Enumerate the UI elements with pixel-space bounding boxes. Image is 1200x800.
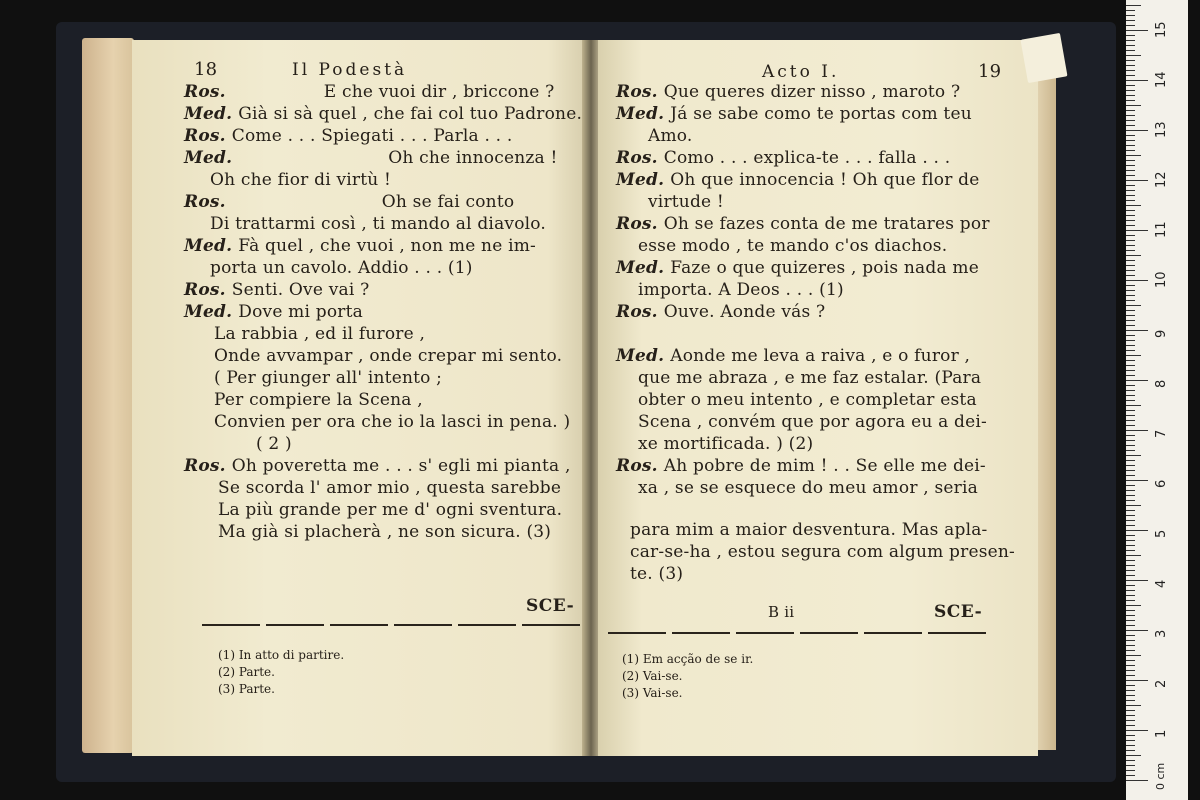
ruler-tick bbox=[1126, 745, 1135, 746]
ruler-tick bbox=[1126, 230, 1148, 231]
ruler-tick bbox=[1126, 170, 1135, 171]
ruler-tick bbox=[1126, 450, 1135, 451]
ruler-tick bbox=[1126, 65, 1135, 66]
ruler-tick bbox=[1126, 320, 1135, 321]
ruler-tick bbox=[1126, 765, 1135, 766]
speaker-label: Ros. bbox=[184, 280, 226, 300]
ruler-tick bbox=[1126, 415, 1135, 416]
ruler-tick bbox=[1126, 530, 1148, 531]
line-text: Como . . . explica-te . . . falla . . . bbox=[663, 148, 951, 168]
ruler-number: 4 bbox=[1154, 579, 1169, 588]
ruler-number: 14 bbox=[1154, 71, 1169, 88]
ruler-number: 11 bbox=[1154, 221, 1169, 238]
book-edge-left bbox=[82, 38, 134, 753]
line-text: Convien per ora che io la lasci in pena. ) bbox=[214, 412, 571, 432]
ruler-number: 8 bbox=[1154, 379, 1169, 388]
ruler-tick bbox=[1126, 110, 1135, 111]
ruler-tick bbox=[1126, 160, 1135, 161]
ruler-tick bbox=[1126, 100, 1135, 101]
text-line bbox=[616, 456, 986, 476]
ruler-tick bbox=[1126, 30, 1148, 31]
line-text: Amo. bbox=[648, 126, 693, 146]
ruler-tick bbox=[1126, 370, 1135, 371]
line-text: E che vuoi dir , briccone ? bbox=[323, 82, 555, 102]
footnote-rule bbox=[202, 624, 584, 626]
right-page bbox=[598, 40, 1038, 756]
ruler-tick bbox=[1126, 45, 1135, 46]
ruler-tick bbox=[1126, 105, 1141, 106]
text-line bbox=[638, 280, 844, 300]
text-line bbox=[616, 170, 980, 190]
ruler-tick bbox=[1126, 575, 1135, 576]
ruler-tick bbox=[1126, 425, 1135, 426]
ruler-tick bbox=[1126, 675, 1135, 676]
ruler-tick bbox=[1126, 305, 1141, 306]
ruler-tick bbox=[1126, 125, 1135, 126]
speaker-label: Med. bbox=[184, 148, 233, 168]
ruler-tick bbox=[1126, 355, 1141, 356]
line-text: xa , se se esquece do meu amor , seria bbox=[638, 478, 978, 498]
ruler-tick bbox=[1126, 645, 1135, 646]
line-text: Per compiere la Scena , bbox=[214, 390, 423, 410]
text-line bbox=[638, 412, 987, 432]
left-page bbox=[132, 40, 584, 756]
line-text: Scena , convém que por agora eu a dei- bbox=[638, 412, 987, 432]
ruler-tick bbox=[1126, 520, 1135, 521]
ruler-tick bbox=[1126, 290, 1135, 291]
ruler-tick bbox=[1126, 500, 1135, 501]
ruler-unit: 0 cm bbox=[1154, 762, 1167, 790]
ruler-tick bbox=[1126, 135, 1135, 136]
ruler-tick bbox=[1126, 775, 1135, 776]
line-text: Di trattarmi così , ti mando al diavolo. bbox=[210, 214, 547, 234]
ruler-tick bbox=[1126, 245, 1135, 246]
ruler-tick bbox=[1126, 350, 1135, 351]
text-line bbox=[648, 126, 693, 146]
speaker-label: Ros. bbox=[184, 126, 226, 146]
catchword: SCE- bbox=[934, 602, 983, 622]
text-line bbox=[616, 82, 960, 102]
ruler-tick bbox=[1126, 740, 1135, 741]
ruler-tick bbox=[1126, 410, 1135, 411]
text-line bbox=[214, 368, 442, 388]
ruler-tick bbox=[1126, 95, 1135, 96]
ruler-tick bbox=[1126, 725, 1135, 726]
ruler-tick bbox=[1126, 710, 1135, 711]
ruler-tick bbox=[1126, 700, 1135, 701]
line-text: Dove mi porta bbox=[238, 302, 363, 322]
ruler-tick bbox=[1126, 365, 1135, 366]
text-line bbox=[616, 214, 990, 234]
ruler-tick bbox=[1126, 535, 1135, 536]
ruler-tick bbox=[1126, 385, 1135, 386]
ruler-tick bbox=[1126, 15, 1135, 16]
text-line bbox=[256, 434, 292, 454]
line-text: ( Per giunger all' intento ; bbox=[214, 368, 443, 388]
ruler-tick bbox=[1126, 260, 1135, 261]
ruler-tick bbox=[1126, 375, 1135, 376]
ruler-number: 7 bbox=[1154, 429, 1169, 438]
ruler-tick bbox=[1126, 310, 1135, 311]
page-number: 19 bbox=[978, 61, 1002, 82]
ruler-number: 15 bbox=[1154, 21, 1169, 38]
ruler-tick bbox=[1126, 595, 1135, 596]
ruler-tick bbox=[1126, 690, 1135, 691]
line-text: La rabbia , ed il furore , bbox=[214, 324, 426, 344]
ruler-tick bbox=[1126, 580, 1148, 581]
text-line bbox=[184, 192, 514, 212]
line-text: esse modo , te mando c'os diachos. bbox=[638, 236, 948, 256]
ruler-tick bbox=[1126, 275, 1135, 276]
line-text: Oh se fai conto bbox=[381, 192, 515, 212]
text-line bbox=[184, 104, 582, 124]
speaker-label: Med. bbox=[616, 104, 665, 124]
ruler-tick bbox=[1126, 680, 1148, 681]
line-text: virtude ! bbox=[648, 192, 724, 212]
text-line bbox=[616, 302, 825, 322]
ruler-tick bbox=[1126, 465, 1135, 466]
ruler-tick bbox=[1126, 515, 1135, 516]
text-line bbox=[616, 346, 970, 366]
line-text: Já se sabe como te portas com teu bbox=[670, 104, 972, 124]
ruler-tick bbox=[1126, 610, 1135, 611]
ruler-tick bbox=[1126, 190, 1135, 191]
ruler-tick bbox=[1126, 780, 1148, 781]
ruler-tick bbox=[1126, 620, 1135, 621]
ruler-tick bbox=[1126, 20, 1135, 21]
ruler-number: 6 bbox=[1154, 479, 1169, 488]
text-line bbox=[638, 390, 977, 410]
line-text: Oh che innocenza ! bbox=[388, 148, 558, 168]
ruler-tick bbox=[1126, 565, 1135, 566]
ruler-number: 3 bbox=[1154, 629, 1169, 638]
ruler-tick bbox=[1126, 485, 1135, 486]
ruler-tick bbox=[1126, 315, 1135, 316]
ruler-tick bbox=[1126, 235, 1135, 236]
corner-tab bbox=[1020, 33, 1067, 83]
line-text: Ouve. Aonde vás ? bbox=[663, 302, 826, 322]
ruler-tick bbox=[1126, 480, 1148, 481]
ruler-tick bbox=[1126, 240, 1135, 241]
ruler-tick bbox=[1126, 505, 1141, 506]
ruler-tick bbox=[1126, 195, 1135, 196]
ruler-tick bbox=[1126, 420, 1135, 421]
ruler-tick bbox=[1126, 585, 1135, 586]
ruler-tick bbox=[1126, 360, 1135, 361]
ruler-tick bbox=[1126, 650, 1135, 651]
ruler-tick bbox=[1126, 325, 1135, 326]
ruler-tick bbox=[1126, 445, 1135, 446]
ruler-tick bbox=[1126, 50, 1135, 51]
ruler-tick bbox=[1126, 40, 1135, 41]
footnote: (1) Em acção de se ir. bbox=[622, 652, 754, 666]
ruler-tick bbox=[1126, 140, 1135, 141]
ruler-tick bbox=[1126, 460, 1135, 461]
footnote: (2) Parte. bbox=[218, 665, 275, 679]
ruler-tick bbox=[1126, 340, 1135, 341]
speaker-label: Ros. bbox=[616, 82, 658, 102]
text-line bbox=[210, 214, 546, 234]
text-line bbox=[616, 104, 972, 124]
line-text: Faze o que quizeres , pois nada me bbox=[670, 258, 979, 278]
text-line bbox=[184, 236, 536, 256]
ruler-tick bbox=[1126, 545, 1135, 546]
ruler-tick bbox=[1126, 400, 1135, 401]
running-head: Acto I. bbox=[762, 62, 840, 82]
ruler-tick bbox=[1126, 490, 1135, 491]
ruler-tick bbox=[1126, 210, 1135, 211]
line-text: Oh che fior di virtù ! bbox=[210, 170, 392, 190]
ruler-tick bbox=[1126, 475, 1135, 476]
ruler-tick bbox=[1126, 150, 1135, 151]
ruler-tick bbox=[1126, 635, 1135, 636]
ruler-tick bbox=[1126, 180, 1148, 181]
ruler-tick bbox=[1126, 730, 1148, 731]
text-line bbox=[210, 170, 391, 190]
ruler-tick bbox=[1126, 525, 1135, 526]
ruler-tick bbox=[1126, 455, 1141, 456]
ruler-tick bbox=[1126, 145, 1135, 146]
ruler-tick bbox=[1126, 85, 1135, 86]
ruler-tick bbox=[1126, 250, 1135, 251]
line-text: Oh se fazes conta de me tratares por bbox=[663, 214, 990, 234]
ruler-tick bbox=[1126, 295, 1135, 296]
ruler-tick bbox=[1126, 750, 1135, 751]
ruler-tick bbox=[1126, 90, 1135, 91]
speaker-label: Ros. bbox=[616, 302, 658, 322]
speaker-label: Med. bbox=[184, 302, 233, 322]
text-line bbox=[214, 390, 423, 410]
line-text: Se scorda l' amor mio , questa sarebbe bbox=[218, 478, 562, 498]
ruler-number: 1 bbox=[1154, 729, 1169, 738]
ruler-tick bbox=[1126, 185, 1135, 186]
ruler-tick bbox=[1126, 540, 1135, 541]
speaker-label: Ros. bbox=[184, 192, 226, 212]
ruler-tick bbox=[1126, 470, 1135, 471]
ruler-tick bbox=[1126, 155, 1141, 156]
ruler-tick bbox=[1126, 120, 1135, 121]
ruler-tick bbox=[1126, 405, 1141, 406]
ruler-tick bbox=[1126, 510, 1135, 511]
ruler-tick bbox=[1126, 25, 1135, 26]
ruler-tick bbox=[1126, 605, 1141, 606]
ruler-tick bbox=[1126, 255, 1141, 256]
ruler-tick bbox=[1126, 665, 1135, 666]
ruler-tick bbox=[1126, 670, 1135, 671]
page-number: 18 bbox=[194, 59, 218, 80]
ruler-tick bbox=[1126, 115, 1135, 116]
text-line bbox=[210, 258, 473, 278]
ruler-tick bbox=[1126, 265, 1135, 266]
speaker-label: Ros. bbox=[184, 456, 226, 476]
line-text: Ma già si placherà , ne son sicura. (3) bbox=[218, 522, 552, 542]
line-text: Oh que innocencia ! Oh que flor de bbox=[670, 170, 980, 190]
line-text: Già si sà quel , che fai col tuo Padrone. bbox=[238, 104, 583, 124]
ruler-number: 12 bbox=[1154, 171, 1169, 188]
ruler-tick bbox=[1126, 695, 1135, 696]
scale-ruler bbox=[1126, 0, 1188, 800]
ruler-tick bbox=[1126, 395, 1135, 396]
line-text: La più grande per me d' ogni sventura. bbox=[218, 500, 563, 520]
speaker-label: Ros. bbox=[616, 456, 658, 476]
ruler-tick bbox=[1126, 615, 1135, 616]
line-text: Come . . . Spiegati . . . Parla . . . bbox=[231, 126, 513, 146]
ruler-tick bbox=[1126, 655, 1141, 656]
ruler-tick bbox=[1126, 70, 1135, 71]
ruler-tick bbox=[1126, 770, 1135, 771]
line-text: car-se-ha , estou segura com algum presen- bbox=[630, 542, 1015, 562]
ruler-tick bbox=[1126, 685, 1135, 686]
ruler-number: 9 bbox=[1154, 329, 1169, 338]
ruler-tick bbox=[1126, 755, 1141, 756]
speaker-label: Med. bbox=[616, 170, 665, 190]
ruler-tick bbox=[1126, 440, 1135, 441]
line-text: Que queres dizer nisso , maroto ? bbox=[663, 82, 961, 102]
line-text: obter o meu intento , e completar esta bbox=[638, 390, 977, 410]
ruler-number: 13 bbox=[1154, 121, 1169, 138]
ruler-tick bbox=[1126, 215, 1135, 216]
text-line bbox=[616, 148, 950, 168]
text-line bbox=[630, 564, 683, 584]
ruler-tick bbox=[1126, 280, 1148, 281]
running-head: Il Podestà bbox=[292, 60, 408, 80]
ruler-tick bbox=[1126, 5, 1141, 6]
text-line bbox=[218, 522, 551, 542]
text-line bbox=[214, 412, 570, 432]
ruler-tick bbox=[1126, 225, 1135, 226]
text-line bbox=[630, 520, 988, 540]
ruler-tick bbox=[1126, 80, 1148, 81]
ruler-tick bbox=[1126, 495, 1135, 496]
ruler-tick bbox=[1126, 175, 1135, 176]
ruler-tick bbox=[1126, 10, 1135, 11]
text-line bbox=[218, 500, 562, 520]
ruler-tick bbox=[1126, 735, 1135, 736]
text-line bbox=[638, 368, 981, 388]
ruler-tick bbox=[1126, 200, 1135, 201]
ruler-tick bbox=[1126, 390, 1135, 391]
text-line bbox=[630, 542, 1015, 562]
line-text: Senti. Ove vai ? bbox=[231, 280, 370, 300]
speaker-label: Ros. bbox=[616, 148, 658, 168]
ruler-tick bbox=[1126, 590, 1135, 591]
ruler-tick bbox=[1126, 60, 1135, 61]
ruler-tick bbox=[1126, 330, 1148, 331]
speaker-label: Ros. bbox=[616, 214, 658, 234]
ruler-tick bbox=[1126, 630, 1148, 631]
footnote: (2) Vai-se. bbox=[622, 669, 683, 683]
ruler-tick bbox=[1126, 660, 1135, 661]
text-line bbox=[214, 346, 562, 366]
text-line bbox=[184, 126, 513, 146]
text-line bbox=[648, 192, 724, 212]
ruler-tick bbox=[1126, 55, 1141, 56]
speaker-label: Med. bbox=[184, 236, 233, 256]
ruler-tick bbox=[1126, 335, 1135, 336]
line-text: xe mortificada. ) (2) bbox=[638, 434, 814, 454]
ruler-tick bbox=[1126, 555, 1141, 556]
ruler-tick bbox=[1126, 285, 1135, 286]
text-line bbox=[214, 324, 425, 344]
line-text: Oh poveretta me . . . s' egli mi pianta , bbox=[231, 456, 571, 476]
ruler-tick bbox=[1126, 430, 1148, 431]
ruler-tick bbox=[1126, 640, 1135, 641]
line-text: para mim a maior desventura. Mas apla- bbox=[630, 520, 988, 540]
line-text: porta un cavolo. Addio . . . (1) bbox=[210, 258, 473, 278]
line-text: Onde avvampar , onde crepar mi sento. bbox=[214, 346, 563, 366]
ruler-tick bbox=[1126, 625, 1135, 626]
speaker-label: Med. bbox=[616, 258, 665, 278]
footnote: (3) Vai-se. bbox=[622, 686, 683, 700]
line-text: Ah pobre de mim ! . . Se elle me dei- bbox=[663, 456, 986, 476]
text-line bbox=[638, 478, 978, 498]
speaker-label: Med. bbox=[184, 104, 233, 124]
line-text: importa. A Deos . . . (1) bbox=[638, 280, 844, 300]
speaker-label: Med. bbox=[616, 346, 665, 366]
ruler-tick bbox=[1126, 705, 1141, 706]
ruler-tick bbox=[1126, 75, 1135, 76]
ruler-tick bbox=[1126, 270, 1135, 271]
ruler-tick bbox=[1126, 600, 1135, 601]
ruler-tick bbox=[1126, 300, 1135, 301]
ruler-ticks bbox=[1126, 0, 1188, 800]
text-line bbox=[184, 148, 558, 168]
text-line bbox=[638, 434, 813, 454]
line-text: ( 2 ) bbox=[256, 434, 292, 454]
ruler-tick bbox=[1126, 550, 1135, 551]
speaker-label: Ros. bbox=[184, 82, 226, 102]
line-text: que me abraza , e me faz estalar. (Para bbox=[638, 368, 982, 388]
text-line bbox=[184, 456, 571, 476]
line-text: te. (3) bbox=[630, 564, 684, 584]
ruler-tick bbox=[1126, 35, 1135, 36]
text-line bbox=[184, 82, 554, 102]
ruler-tick bbox=[1126, 165, 1135, 166]
ruler-tick bbox=[1126, 720, 1135, 721]
ruler-number: 5 bbox=[1154, 529, 1169, 538]
ruler-tick bbox=[1126, 220, 1135, 221]
signature-mark: B ii bbox=[768, 603, 795, 621]
ruler-tick bbox=[1126, 715, 1135, 716]
ruler-number: 2 bbox=[1154, 679, 1169, 688]
ruler-tick bbox=[1126, 570, 1135, 571]
ruler-tick bbox=[1126, 345, 1135, 346]
footnote: (1) In atto di partire. bbox=[218, 648, 345, 662]
ruler-tick bbox=[1126, 380, 1148, 381]
ruler-number: 10 bbox=[1154, 271, 1169, 288]
text-line bbox=[184, 280, 369, 300]
ruler-tick bbox=[1126, 205, 1141, 206]
ruler-tick bbox=[1126, 435, 1135, 436]
catchword: SCE- bbox=[526, 596, 575, 616]
ruler-tick bbox=[1126, 560, 1135, 561]
line-text: Aonde me leva a raiva , e o furor , bbox=[670, 346, 971, 366]
text-line bbox=[218, 478, 561, 498]
text-line bbox=[184, 302, 363, 322]
footnote: (3) Parte. bbox=[218, 682, 275, 696]
ruler-tick bbox=[1126, 760, 1135, 761]
footnote-rule bbox=[608, 632, 988, 634]
line-text: Fà quel , che vuoi , non me ne im- bbox=[238, 236, 536, 256]
text-line bbox=[638, 236, 947, 256]
text-line bbox=[616, 258, 979, 278]
ruler-tick bbox=[1126, 130, 1148, 131]
